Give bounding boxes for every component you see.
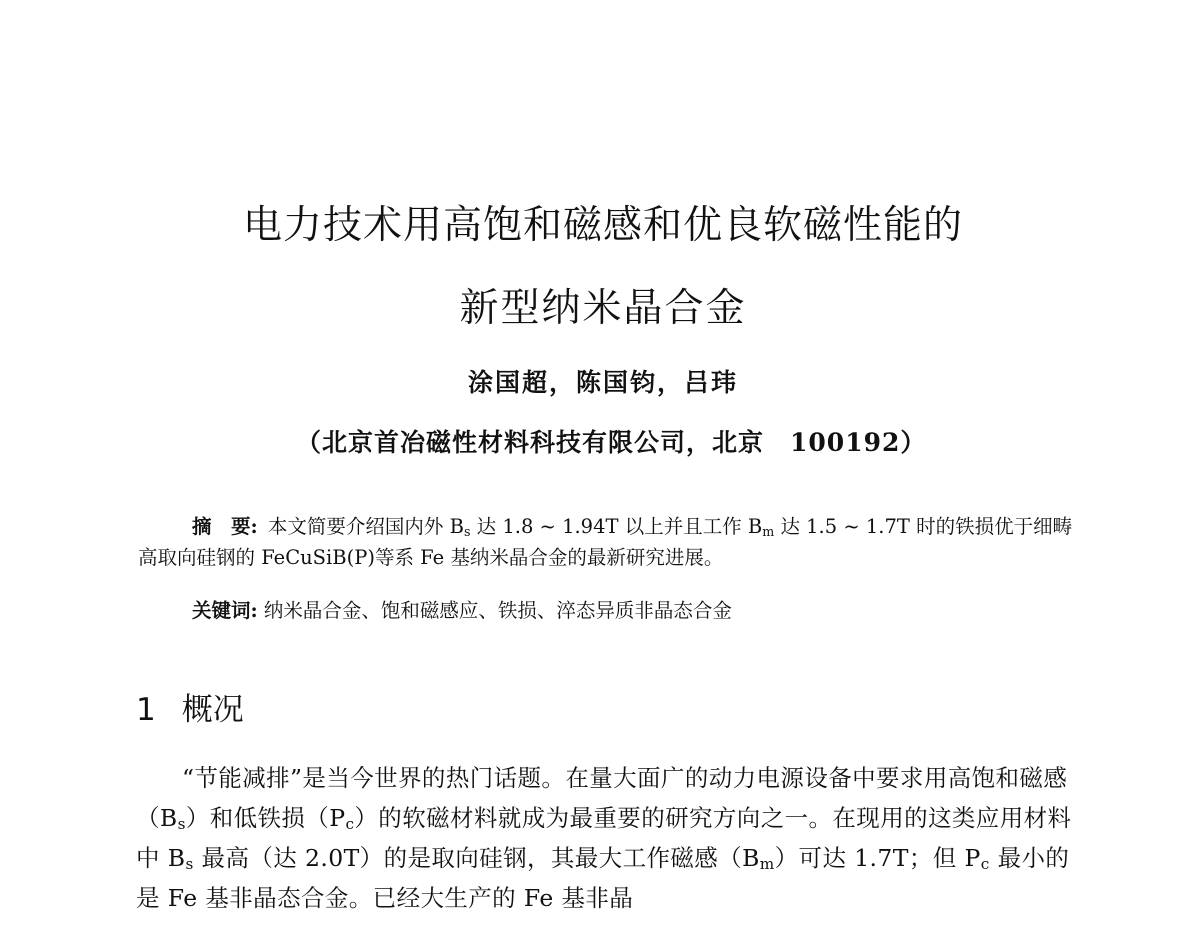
abstract-text: 达 1.5 ~ 1.7T 时的铁损优于细畴高取向硅钢的 FeCuSiB(P)等系 Fe 基纳米晶合金的最新研究进展。 [138, 515, 1073, 569]
abstract-label: 摘 要: [192, 515, 258, 538]
keywords-label: 关键词: [192, 599, 258, 622]
keywords [192, 595, 732, 626]
section-heading [136, 688, 244, 732]
abstract-text: 本文简要介绍国内外 B [261, 515, 464, 538]
affiliation-postal-code: 100192） [790, 428, 927, 457]
body-text: ）可达 1.7T；但 P [774, 844, 981, 872]
body-subscript: s [177, 815, 186, 833]
abstract [138, 511, 1078, 573]
affiliation-organization: （北京首冶磁性材料科技有限公司，北京 [296, 428, 765, 457]
body-subscript: m [759, 855, 775, 873]
section-title: 概况 [181, 692, 244, 728]
paper-title-line-2: 新型纳米晶合金 [459, 286, 747, 331]
body-text: 最高（达 2.0T）的是取向硅钢，其最大工作磁感（B [193, 844, 760, 872]
body-text: ）的软磁材料就成为最重要的研究方向之一。在现用的这类应用材料中 B [136, 804, 1072, 872]
body-subscript: s [185, 855, 194, 873]
section-number: 1 [136, 692, 156, 728]
paper-title-line-1: 电力技术用高饱和磁感和优良软磁性能的 [242, 203, 963, 248]
abstract-subscript: s [463, 524, 471, 539]
body-paragraph [136, 758, 1076, 918]
body-subscript: c [980, 855, 990, 873]
author-list: 涂国超，陈国钧，吕玮 [467, 368, 738, 397]
body-text: “节能减排”是当今世界的热门话题。在量大面广的动力电源设备中要求用高饱和磁感（B [136, 764, 1068, 832]
abstract-text: 达 1.8 ~ 1.94T 以上并且工作 B [470, 515, 763, 538]
abstract-subscript: m [762, 524, 775, 539]
keywords-text: 纳米晶合金、饱和磁感应、铁损、淬态异质非晶态合金 [257, 599, 732, 622]
body-subscript: c [345, 815, 355, 833]
affiliation [296, 425, 926, 461]
body-text: 最小的是 Fe 基非晶态合金。已经大生产的 Fe 基非晶 [136, 844, 1070, 912]
body-text: ）和低铁损（P [185, 804, 346, 832]
